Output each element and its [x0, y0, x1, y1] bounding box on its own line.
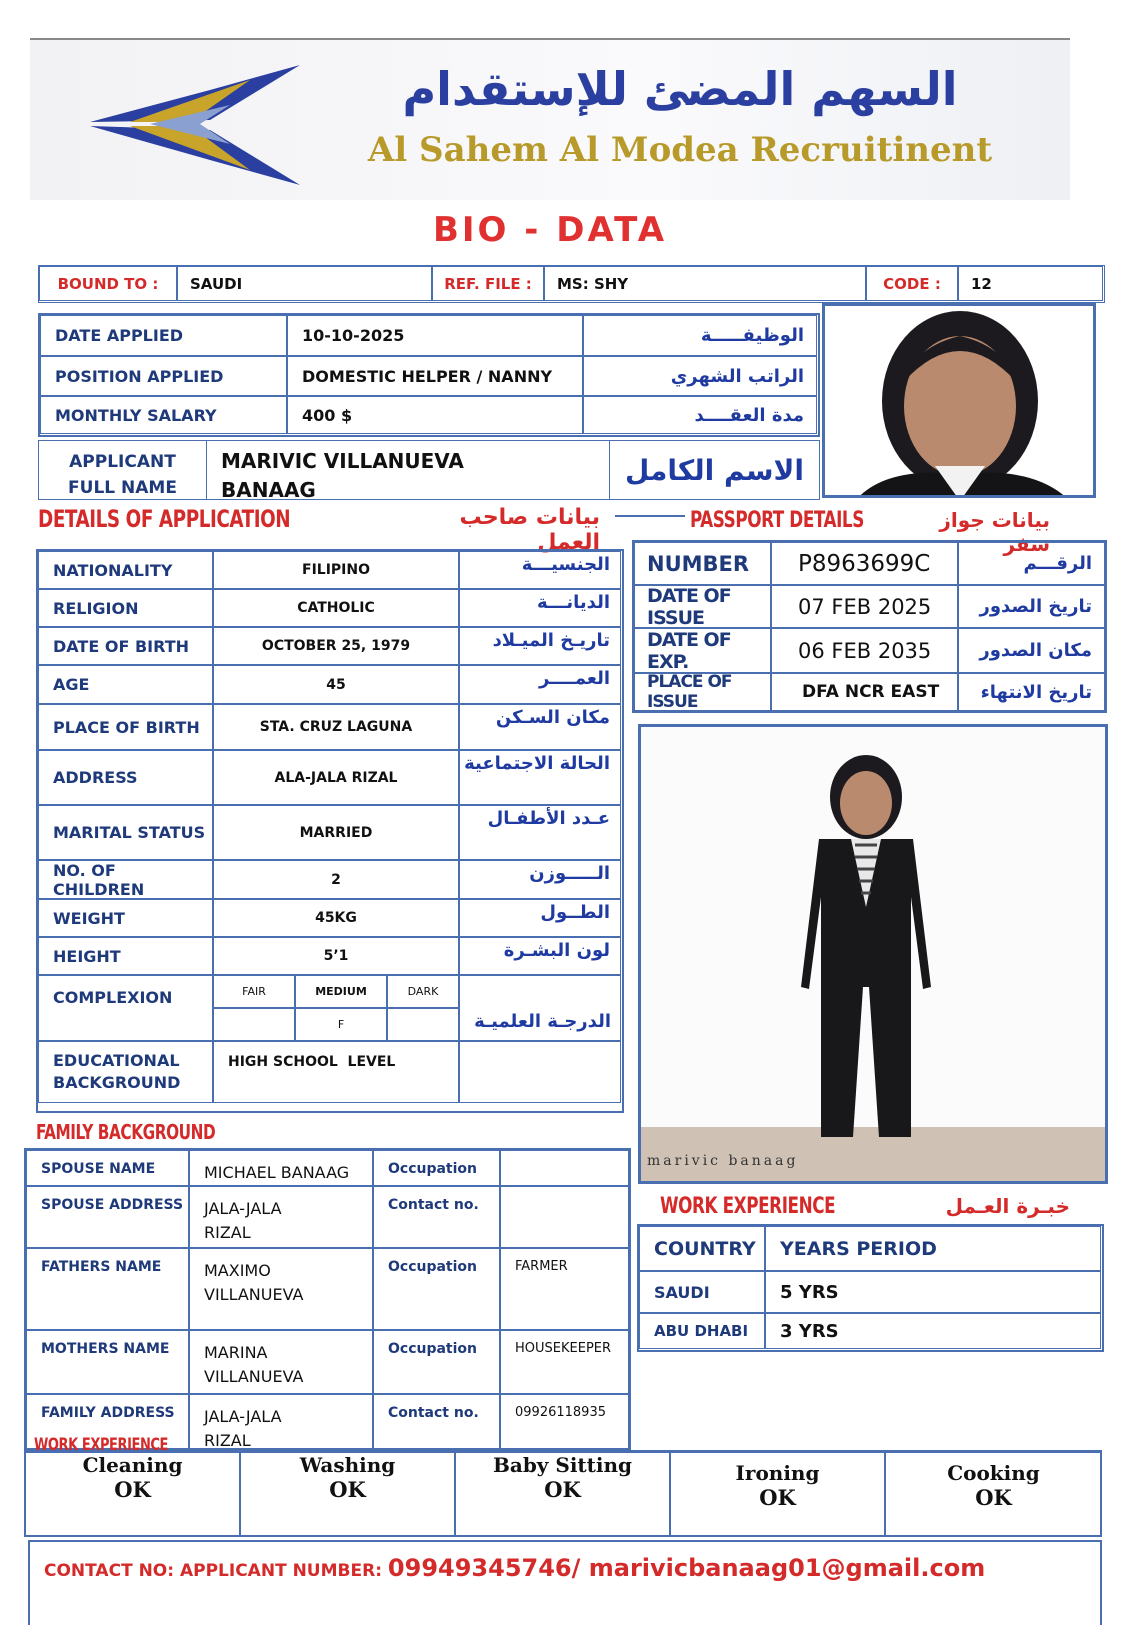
detail-value: OCTOBER 25, 1979: [213, 627, 459, 665]
logo-chevron-icon: [90, 60, 300, 190]
family-field-value: HOUSEKEEPER: [500, 1330, 629, 1394]
family-field-label: Contact no.: [373, 1186, 500, 1248]
details-table: [36, 549, 624, 1113]
family-label: SPOUSE ADDRESS: [26, 1186, 189, 1248]
family-value: [189, 1150, 373, 1186]
detail-arabic: الطــول: [459, 899, 621, 937]
complexion-dark: DARK: [387, 975, 459, 1008]
education-label-line2: BACKGROUND: [53, 1073, 181, 1092]
family-value-line2: RIZAL: [204, 1431, 251, 1450]
full-body-photo: [638, 724, 1108, 1184]
detail-value: 45KG: [213, 899, 459, 937]
detail-label: AGE: [38, 665, 213, 704]
complexion-dark-check: [387, 1008, 459, 1041]
family-label: FATHERS NAME: [26, 1248, 189, 1330]
name-line1: MARIVIC VILLANUEVA: [221, 449, 464, 473]
family-label: MOTHERS NAME: [26, 1330, 189, 1394]
family-value-line2: RIZAL: [204, 1223, 251, 1242]
detail-arabic: تاريـخ الميـلاد: [459, 627, 621, 665]
passport-number-label: NUMBER: [634, 542, 771, 585]
detail-arabic: الدرجـة العلميـة: [474, 1010, 611, 1032]
family-field-value: [500, 1150, 629, 1186]
place-issue-arabic: تاريخ الانتهاء: [958, 673, 1105, 711]
family-field-label: Occupation: [373, 1248, 500, 1330]
contact-box: [28, 1540, 1102, 1625]
place-issue-label: PLACE OF ISSUE: [634, 673, 771, 711]
skills-table: [24, 1450, 1102, 1537]
work-header-years: YEARS PERIOD: [765, 1226, 1101, 1271]
family-value-line2: VILLANUEVA: [204, 1285, 304, 1304]
detail-label: NO. OF CHILDREN: [38, 860, 213, 899]
family-label: FAMILY ADDRESS: [26, 1394, 189, 1450]
name-label: [39, 441, 207, 499]
education-label-line1: EDUCATIONAL: [53, 1051, 180, 1070]
skill-status: OK: [544, 1477, 581, 1502]
name-label-line1: APPLICANT: [69, 452, 176, 472]
detail-label: PLACE OF BIRTH: [38, 704, 213, 750]
family-field-value: [500, 1186, 629, 1248]
position-value: DOMESTIC HELPER / NANNY: [287, 356, 583, 396]
detail-value: HIGH SCHOOL LEVEL: [213, 1041, 459, 1103]
detail-arabic: العمــــر: [459, 665, 621, 704]
date-applied-label: DATE APPLIED: [40, 315, 287, 356]
name-arabic: الاسم الكامل: [609, 441, 819, 499]
company-english-name: Al Sahem Al Modea Recruitinent: [367, 130, 993, 170]
detail-label: NATIONALITY: [38, 551, 213, 589]
detail-value: 2: [213, 860, 459, 899]
family-field-label: Occupation: [373, 1150, 500, 1186]
contact-line: [44, 1554, 985, 1582]
bound-to-label: BOUND TO :: [39, 266, 177, 301]
detail-arabic: مكان السـكن: [459, 704, 621, 750]
skill-status: OK: [329, 1477, 366, 1502]
skill-cell: [241, 1453, 456, 1535]
family-field-value: FARMER: [500, 1248, 629, 1330]
skill-name: Baby Sitting: [492, 1453, 633, 1477]
work-experience-table: [637, 1224, 1104, 1352]
complexion-fair: FAIR: [213, 975, 295, 1008]
work-header-country: COUNTRY: [639, 1226, 765, 1271]
salary-arabic: مدة العقــــد: [583, 396, 817, 434]
detail-label: ADDRESS: [38, 750, 213, 805]
detail-arabic: الـــــوزن: [459, 860, 621, 899]
position-arabic: الراتب الشهري: [583, 356, 817, 396]
salary-value: 400 $: [287, 396, 583, 434]
family-field-value: 09926118935: [500, 1394, 629, 1450]
detail-arabic: لون البشـرة: [459, 937, 621, 975]
contact-label: CONTACT NO: APPLICANT NUMBER:: [44, 1561, 388, 1581]
family-value: [189, 1394, 373, 1450]
detail-value: 45: [213, 665, 459, 704]
applicant-name-row: [38, 440, 820, 500]
complexion-medium: MEDIUM: [295, 975, 387, 1008]
family-value-line2: VILLANUEVA: [204, 1367, 304, 1386]
work-row-years: 5 YRS: [765, 1271, 1101, 1313]
exp-date-label: DATE OF EXP.: [634, 628, 771, 673]
work-row-years: 3 YRS: [765, 1313, 1101, 1349]
detail-value: FILIPINO: [213, 551, 459, 589]
family-field-label: Occupation: [373, 1330, 500, 1394]
date-applied-value: 10-10-2025: [287, 315, 583, 356]
page-title: BIO - DATA: [432, 210, 668, 250]
position-label: POSITION APPLIED: [40, 356, 287, 396]
detail-value: ALA-JALA RIZAL: [213, 750, 459, 805]
detail-arabic: الديانـــة: [459, 589, 621, 627]
code-value: 12: [958, 266, 1103, 301]
contact-value: 09949345746/ marivicbanaag01@gmail.com: [387, 1554, 986, 1582]
company-arabic-name: السهم المضئ للإستقدام: [402, 62, 958, 116]
ref-file-label: REF. FILE :: [432, 266, 544, 301]
complexion-fair-check: [213, 1008, 295, 1041]
skill-cell: [26, 1453, 241, 1535]
application-table: [38, 313, 820, 437]
name-line2: BANAAG: [221, 478, 316, 502]
detail-label: [38, 1041, 213, 1103]
applicant-full-name: [221, 447, 601, 505]
photo-caption: marivic banaag: [647, 1153, 799, 1169]
family-value-line: MICHAEL BANAAG: [204, 1163, 350, 1182]
family-value-line1: JALA-JALA: [204, 1407, 282, 1426]
work-section-arabic: خبـرة العـمل: [945, 1194, 1070, 1218]
detail-arabic-cell: [459, 1041, 621, 1103]
details-section-title: DETAILS OF APPLICATION: [38, 505, 291, 533]
header-banner: [30, 38, 1070, 200]
skill-cell: [456, 1453, 671, 1535]
portrait-photo: [822, 303, 1096, 498]
detail-value: MARRIED: [213, 805, 459, 860]
skill-cell: [671, 1453, 886, 1535]
work-experience-title-2: WORK EXPERIENCE: [34, 1435, 168, 1455]
skill-name: Cooking: [947, 1461, 1040, 1485]
family-field-label: Contact no.: [373, 1394, 500, 1450]
detail-label: RELIGION: [38, 589, 213, 627]
passport-number-arabic: الرقـــم: [958, 542, 1105, 585]
issue-date-value: 07 FEB 2025: [771, 585, 958, 628]
detail-value: STA. CRUZ LAGUNA: [213, 704, 459, 750]
skill-name: Cleaning: [82, 1453, 183, 1477]
detail-arabic: الجنسيـــة: [459, 551, 621, 589]
exp-date-value: 06 FEB 2035: [771, 628, 958, 673]
detail-label: WEIGHT: [38, 899, 213, 937]
divider-line: [615, 515, 685, 517]
passport-section-title: PASSPORT DETAILS: [690, 508, 864, 533]
salary-label: MONTHLY SALARY: [40, 396, 287, 434]
family-value-line1: MAXIMO: [204, 1261, 271, 1280]
detail-label: COMPLEXION: [38, 975, 213, 1041]
skill-name: Ironing: [735, 1461, 820, 1485]
place-issue-value: DFA NCR EAST: [771, 673, 958, 711]
passport-section-arabic: بيانات جواز سفر: [939, 508, 1050, 556]
exp-date-arabic: مكان الصدور: [958, 628, 1105, 673]
work-section-title: WORK EXPERIENCE: [660, 1194, 836, 1219]
family-section-title: FAMILY BACKGROUND: [36, 1120, 216, 1144]
family-value: [189, 1186, 373, 1248]
name-label-line2: FULL NAME: [68, 478, 177, 498]
skill-status: OK: [114, 1477, 151, 1502]
complexion-medium-check: F: [295, 1008, 387, 1041]
passport-table: [632, 540, 1107, 713]
skill-cell: [886, 1453, 1101, 1535]
work-row-country: ABU DHABI: [639, 1313, 765, 1349]
top-bar: [38, 265, 1105, 303]
skill-status: OK: [975, 1485, 1012, 1510]
skill-status: OK: [759, 1485, 796, 1510]
issue-date-label: DATE OF ISSUE: [634, 585, 771, 628]
ref-file-value: MS: SHY: [544, 266, 866, 301]
family-label: SPOUSE NAME: [26, 1150, 189, 1186]
family-value-line1: JALA-JALA: [204, 1199, 282, 1218]
details-section-arabic: بيانات صاحب العمل: [459, 505, 600, 555]
skill-name: Washing: [299, 1453, 396, 1477]
detail-label: HEIGHT: [38, 937, 213, 975]
detail-label: DATE OF BIRTH: [38, 627, 213, 665]
family-table: [24, 1148, 631, 1450]
detail-arabic: الحالة الاجتماعية: [459, 750, 621, 805]
passport-number-value: P8963699C: [771, 542, 958, 585]
code-label: CODE :: [866, 266, 958, 301]
detail-arabic: عـدد الأطفـال: [459, 805, 621, 860]
issue-date-arabic: تاريخ الصدور: [958, 585, 1105, 628]
date-applied-arabic: الوظيفـــــة: [583, 315, 817, 356]
work-row-country: SAUDI: [639, 1271, 765, 1313]
detail-label: MARITAL STATUS: [38, 805, 213, 860]
detail-value: CATHOLIC: [213, 589, 459, 627]
bound-to-value: SAUDI: [177, 266, 432, 301]
family-value: [189, 1330, 373, 1394]
family-value: [189, 1248, 373, 1330]
detail-value: 5’1: [213, 937, 459, 975]
family-value-line1: MARINA: [204, 1343, 268, 1362]
